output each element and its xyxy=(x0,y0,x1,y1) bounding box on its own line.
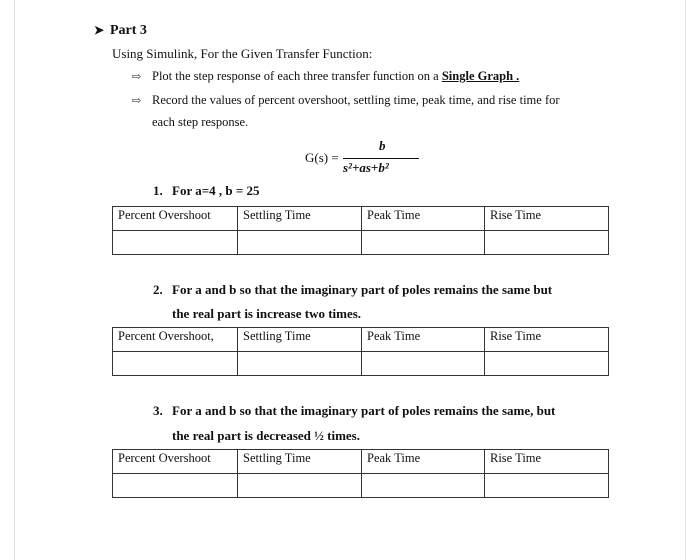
answer-cell[interactable] xyxy=(113,231,238,255)
question-text: For a=4 , b = 25 xyxy=(172,183,260,198)
header-cell: Peak Time xyxy=(362,207,485,231)
header-cell: Percent Overshoot xyxy=(113,450,238,474)
answer-cell[interactable] xyxy=(238,474,362,498)
formula-lhs: G(s) = xyxy=(305,150,339,165)
outline-arrow-right-icon: ⇨ xyxy=(132,95,142,107)
fraction-bar xyxy=(343,158,419,159)
header-cell: Rise Time xyxy=(485,450,609,474)
table-answer-row xyxy=(113,231,609,255)
question-number: 1. xyxy=(153,183,163,198)
chevron-right-icon: ➤ xyxy=(94,23,105,37)
question-2 xyxy=(153,282,552,298)
question-3 xyxy=(153,403,555,419)
question-text: For a and b so that the imaginary part of poles remains the same but xyxy=(172,282,553,297)
bullet-item xyxy=(132,69,519,84)
answer-cell[interactable] xyxy=(362,474,485,498)
question-2-continuation: the real part is increase two times. xyxy=(172,306,362,321)
question-number: 2. xyxy=(153,282,163,297)
part-title-text: Part 3 xyxy=(110,23,147,38)
results-table-2 xyxy=(112,327,609,376)
page-edge-right xyxy=(685,0,686,560)
header-cell: Settling Time xyxy=(238,207,362,231)
header-cell: Settling Time xyxy=(238,328,362,352)
table-header-row xyxy=(113,207,609,231)
results-table-3 xyxy=(112,449,609,498)
header-cell: Rise Time xyxy=(485,207,609,231)
header-cell: Settling Time xyxy=(238,450,362,474)
header-cell: Peak Time xyxy=(362,328,485,352)
table-answer-row xyxy=(113,474,609,498)
answer-cell[interactable] xyxy=(238,231,362,255)
outline-arrow-right-icon: ⇨ xyxy=(132,71,142,83)
formula-numerator: b xyxy=(379,138,386,153)
table-answer-row xyxy=(113,352,609,376)
answer-cell[interactable] xyxy=(485,231,609,255)
answer-cell[interactable] xyxy=(485,352,609,376)
answer-cell[interactable] xyxy=(362,352,485,376)
header-cell: Rise Time xyxy=(485,328,609,352)
header-cell: Percent Overshoot, xyxy=(113,328,238,352)
table-header-row xyxy=(113,328,609,352)
answer-cell[interactable] xyxy=(113,352,238,376)
bullet-text: Record the values of percent overshoot, settling time, peak time, and rise time for xyxy=(152,93,560,107)
answer-cell[interactable] xyxy=(362,231,485,255)
answer-cell[interactable] xyxy=(485,474,609,498)
answer-cell[interactable] xyxy=(113,474,238,498)
transfer-function xyxy=(305,138,445,184)
question-number: 3. xyxy=(153,403,163,418)
answer-cell[interactable] xyxy=(238,352,362,376)
intro-text: Using Simulink, For the Given Transfer Function: xyxy=(112,46,373,61)
table-header-row xyxy=(113,450,609,474)
part-heading xyxy=(94,23,147,39)
bullet-item xyxy=(132,93,560,108)
page-edge-left xyxy=(14,0,15,560)
formula-denominator: s²+as+b² xyxy=(343,160,389,175)
question-1 xyxy=(153,183,260,199)
question-text: For a and b so that the imaginary part of poles remains the same, but xyxy=(172,403,556,418)
question-3-continuation: the real part is decreased ½ times. xyxy=(172,428,360,443)
header-cell: Percent Overshoot xyxy=(113,207,238,231)
bullet-text: Plot the step response of each three transfer function on a xyxy=(152,69,442,83)
bullet-emphasis: Single Graph . xyxy=(441,69,520,83)
bullet-continuation: each step response. xyxy=(152,115,249,129)
results-table-1 xyxy=(112,206,609,255)
header-cell: Peak Time xyxy=(362,450,485,474)
